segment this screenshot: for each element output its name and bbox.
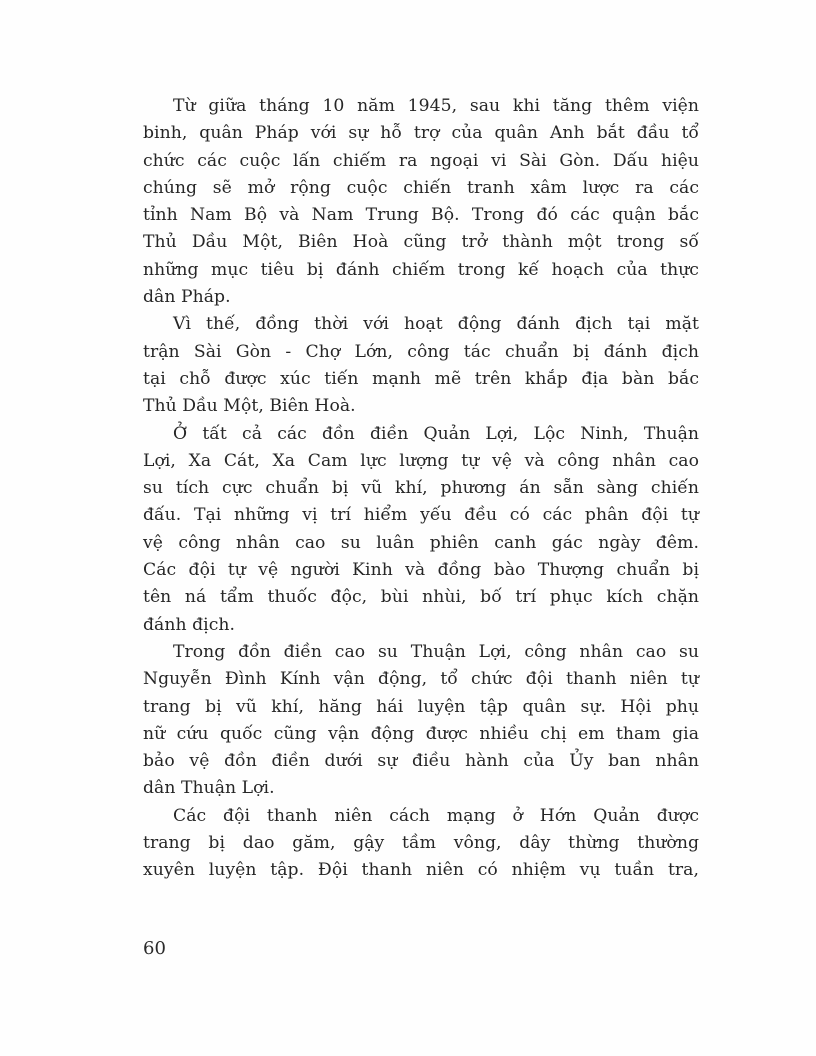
text-line: Nguyễn Đình Kính vận động, tổ chức đội thanh niên tự	[143, 669, 699, 690]
text-line: nữ cứu quốc cũng vận động được nhiều chị em tham gia	[143, 723, 699, 744]
text-line: chức các cuộc lấn chiếm ra ngoại vi Sài Gòn. Dấu hiệu	[143, 150, 699, 171]
text-line: binh, quân Pháp với sự hỗ trợ của quân Anh bắt đầu tổ	[143, 123, 699, 144]
paragraph-1	[143, 93, 699, 311]
text-line: tỉnh Nam Bộ và Nam Trung Bộ. Trong đó các quận bắc	[143, 205, 699, 226]
text-line: su tích cực chuẩn bị vũ khí, phương án sẵn sàng chiến	[143, 478, 699, 499]
text-line: Ở tất cả các đồn điền Quản Lợi, Lộc Ninh, Thuận	[173, 423, 699, 444]
text-line: xuyên luyện tập. Đội thanh niên có nhiệm vụ tuần tra,	[143, 860, 699, 881]
body-text	[143, 93, 699, 885]
text-line: đánh địch.	[143, 614, 236, 635]
text-line: tại chỗ được xúc tiến mạnh mẽ trên khắp địa bàn bắc	[143, 368, 699, 389]
text-line: Từ giữa tháng 10 năm 1945, sau khi tăng thêm viện	[173, 96, 699, 116]
text-line: Thủ Dầu Một, Biên Hoà cũng trở thành một trong số	[143, 232, 699, 253]
text-line: chúng sẽ mở rộng cuộc chiến tranh xâm lược ra các	[143, 177, 699, 198]
text-line: dân Thuận Lợi.	[143, 778, 275, 799]
text-line: tên ná tẩm thuốc độc, bùi nhùi, bố trí phục kích chặn	[143, 587, 699, 608]
text-line: đấu. Tại những vị trí hiểm yếu đều có các phân đội tự	[143, 505, 699, 526]
text-line: trang bị vũ khí, hăng hái luyện tập quân sự. Hội phụ	[143, 696, 699, 717]
paragraph-5	[143, 803, 699, 885]
text-line: trang bị dao găm, gậy tầm vông, dây thừng thường	[143, 833, 699, 854]
text-line: trận Sài Gòn - Chợ Lớn, công tác chuẩn bị đánh địch	[143, 341, 699, 362]
text-line: Lợi, Xa Cát, Xa Cam lực lượng tự vệ và công nhân cao	[143, 450, 699, 471]
paragraph-3	[143, 421, 699, 639]
text-line: những mục tiêu bị đánh chiếm trong kế hoạch của thực	[143, 259, 699, 280]
text-line: Các đội tự vệ người Kinh và đồng bào Thượng chuẩn bị	[143, 560, 699, 581]
text-line: Trong đồn điền cao su Thuận Lợi, công nhân cao su	[173, 641, 699, 662]
text-line: dân Pháp.	[143, 287, 231, 308]
text-line: bảo vệ đồn điền dưới sự điều hành của Ủy ban nhân	[143, 751, 699, 772]
text-line: Các đội thanh niên cách mạng ở Hớn Quản được	[173, 805, 699, 826]
paragraph-2	[143, 311, 699, 420]
text-line: Vì thế, đồng thời với hoạt động đánh địch tại mặt	[173, 314, 699, 335]
text-line: Thủ Dầu Một, Biên Hoà.	[143, 396, 356, 417]
page-number: 60	[143, 938, 166, 959]
paragraph-4	[143, 639, 699, 803]
text-line: vệ công nhân cao su luân phiên canh gác ngày đêm.	[143, 532, 699, 553]
